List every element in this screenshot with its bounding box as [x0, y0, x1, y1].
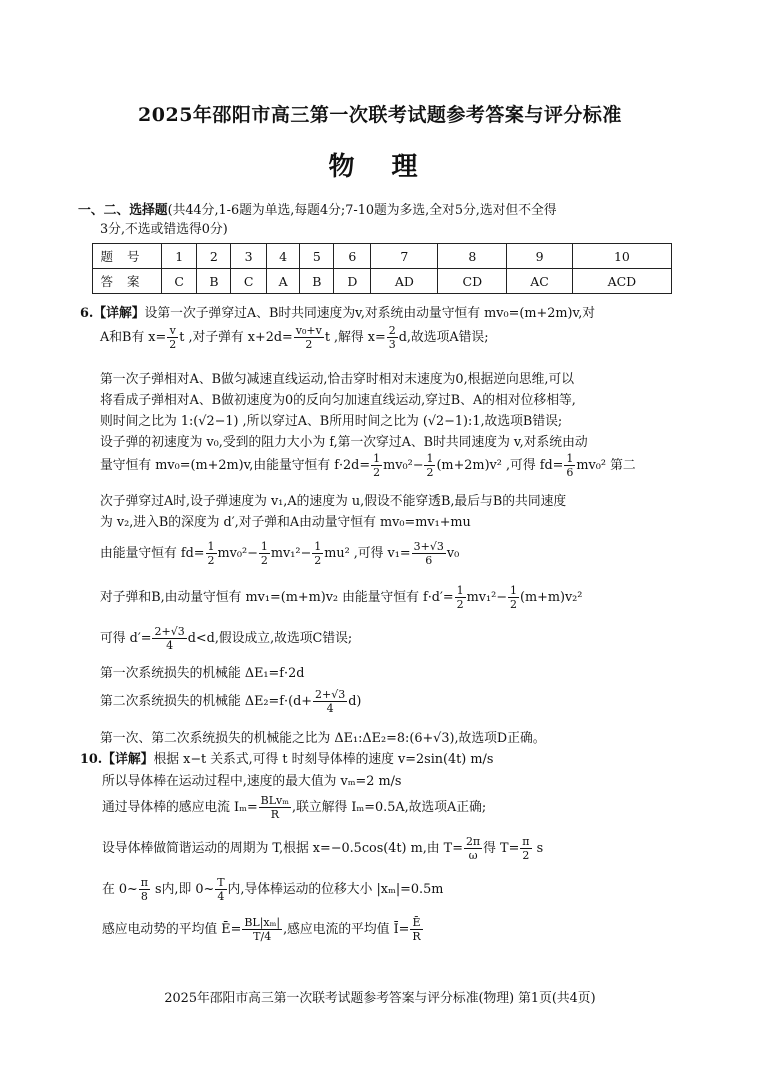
q6-text: 量守恒有 mv₀=(m+2m)v,由能量守恒有 f·2d= [100, 458, 371, 473]
fraction [410, 916, 422, 943]
fraction [167, 324, 178, 351]
fraction-denominator: 6 [566, 466, 574, 479]
fraction-denominator: 2 [314, 554, 322, 567]
table-cell-number: 6 [334, 244, 371, 269]
q6-text: mv₁²− [466, 590, 507, 605]
section-desc-line1: (共44分,1-6题为单选,每题4分;7-10题为多选,全对5分,选对但不全得 [167, 203, 557, 218]
q6-text: mv₀²− [217, 546, 258, 561]
q6-text: 第二次系统损失的机械能 ΔE₂=f·(d+ [100, 694, 312, 709]
q6-text: (m+m)v₂² [519, 590, 583, 605]
q6-line-9: 为 v₂,进入B的深度为 d′,对子弹和A由动量守恒有 mv₀=mv₁+mu [100, 515, 471, 530]
q6-text: d<d,假设成立,故选项C错误; [187, 631, 353, 646]
q10-text: 感应电动势的平均值 Ē= [102, 922, 242, 937]
fraction [464, 835, 482, 862]
fraction-denominator: 2 [305, 338, 313, 351]
fraction [312, 540, 323, 567]
subject-title: 物 理 [328, 152, 432, 182]
fraction-denominator: 2 [522, 849, 530, 862]
q10-line-3 [102, 794, 486, 821]
fraction-denominator: 4 [326, 702, 334, 715]
q10-text: ,感应电流的平均值 Ī= [283, 922, 410, 937]
fraction [508, 584, 519, 611]
fraction-numerator: Ē [410, 916, 422, 930]
fraction-numerator: BL|xₘ| [244, 916, 281, 929]
q10-line-5 [102, 876, 443, 903]
table-cell-answer: B [197, 269, 231, 294]
q6-text: t ,对子弹有 x+2d= [179, 330, 293, 345]
table-cell-number: 7 [371, 244, 438, 269]
q6-text: mv₁²− [270, 546, 312, 561]
table-cell-number: 9 [507, 244, 573, 269]
q6-text: mv₀²− [383, 458, 424, 473]
q6-line-3: 第一次子弹相对A、B做匀减速直线运动,恰击穿时相对末速度为0,根据逆向思维,可以 [100, 372, 575, 387]
fraction-denominator: R [412, 930, 421, 943]
fraction-denominator: ω [468, 849, 478, 862]
q10-text: ,联立解得 Iₘ=0.5A,故选项A正确; [292, 800, 487, 815]
table-cell-number: 10 [572, 244, 671, 269]
fraction-denominator: 6 [425, 554, 433, 567]
fraction-numerator: T [217, 876, 225, 889]
q10-text: 在 0~ [102, 882, 138, 897]
q6-line-4: 将看成子弹相对A、B做初速度为0的反向匀加速直线运动,穿过B、A的相对位移相等, [100, 393, 576, 408]
fraction-denominator: 4 [217, 890, 225, 903]
q6-line-2 [100, 324, 489, 351]
table-cell-answer: B [300, 269, 334, 294]
q6-text: v₀ [446, 546, 460, 561]
q6-line-14 [100, 688, 361, 715]
fraction [215, 876, 226, 903]
fraction [152, 625, 186, 652]
table-header-number: 题号 [93, 244, 162, 269]
q6-line-6: 设子弹的初速度为 v₀,受到的阻力大小为 f,第一次穿过A、B时共同速度为 v,对系统由动 [100, 435, 588, 450]
fraction-numerator: π [140, 876, 148, 889]
fraction-numerator: 2π [465, 835, 481, 848]
fraction-denominator: 4 [166, 639, 174, 652]
fraction [520, 835, 531, 862]
table-cell-answer: CD [438, 269, 507, 294]
q10-line-4 [102, 835, 543, 862]
fraction [387, 324, 398, 351]
fraction-numerator: 1 [509, 584, 517, 597]
fraction-denominator: 2 [207, 554, 215, 567]
table-cell-answer: D [334, 269, 371, 294]
fraction-numerator: v₀+v [295, 324, 322, 337]
q6-line-15: 第一次、第二次系统损失的机械能之比为 ΔE₁:ΔE₂=8:(6+√3),故选项D正确。 [100, 731, 546, 746]
fraction-numerator: 1 [207, 540, 215, 553]
table-cell-answer: AC [507, 269, 573, 294]
answer-table-number-row [93, 244, 672, 269]
answer-table-answer-row [93, 269, 672, 294]
table-cell-number: 1 [162, 244, 197, 269]
q6-line-7 [100, 452, 636, 479]
q10-text: 内,导体棒运动的位移大小 |xₘ|=0.5m [227, 882, 444, 897]
table-cell-answer: AD [371, 269, 438, 294]
fraction [139, 876, 150, 903]
table-cell-answer: A [266, 269, 300, 294]
fraction-numerator: π [522, 835, 530, 848]
q6-text: t ,解得 x= [324, 330, 386, 345]
fraction-numerator: 2+√3 [314, 688, 346, 701]
q6-line-13: 第一次系统损失的机械能 ΔE₁=f·2d [100, 666, 305, 681]
q6-text: 对子弹和B,由动量守恒有 mv₁=(m+m)v₂ 由能量守恒有 f·d′= [100, 590, 454, 605]
table-cell-number: 2 [197, 244, 231, 269]
fraction-numerator: 1 [426, 452, 434, 465]
q10-line-1 [80, 748, 493, 767]
section-label: 一、二、选择题 [78, 203, 168, 218]
fraction-numerator: 1 [260, 540, 268, 553]
fraction-denominator: 2 [169, 338, 177, 351]
q6-text: mu² ,可得 v₁= [324, 546, 411, 561]
q6-line-12 [100, 625, 352, 652]
q10-text: s内,即 0~ [150, 882, 215, 897]
fraction [371, 452, 382, 479]
q10-line-2: 所以导体棒在运动过程中,速度的最大值为 vₘ=2 m/s [102, 774, 402, 789]
table-cell-answer: C [162, 269, 197, 294]
fraction-denominator: R [270, 808, 279, 821]
fraction-numerator: 3+√3 [413, 540, 444, 553]
q6-text: 设第一次子弹穿过A、B时共同速度为v,对系统由动量守恒有 mv₀=(m+2m)v,对 [144, 306, 596, 321]
q6-text: d,故选项A错误; [398, 330, 489, 345]
table-cell-answer: ACD [572, 269, 671, 294]
q10-text: s [532, 841, 544, 856]
q6-line-8: 次子弹穿过A时,设子弹速度为 v₁,A的速度为 u,假设不能穿透B,最后与B的共同速度 [100, 494, 567, 509]
fraction [294, 324, 324, 351]
fraction-denominator: 8 [140, 890, 148, 903]
fraction [242, 916, 282, 943]
q6-text: 由能量守恒有 fd= [100, 546, 205, 561]
q6-text: (m+2m)v² ,可得 fd= [436, 458, 564, 473]
fraction-denominator: 2 [456, 598, 464, 611]
fraction-numerator: 1 [314, 540, 322, 553]
fraction [412, 540, 446, 567]
q6-line-5: 则时间之比为 1:(√2−1) ,所以穿过A、B所用时间之比为 (√2−1):1,故选项B错误; [100, 414, 563, 429]
fraction [564, 452, 575, 479]
table-cell-number: 4 [266, 244, 300, 269]
q10-text: 通过导体棒的感应电流 Iₘ= [102, 800, 258, 815]
answer-table [92, 243, 672, 294]
fraction-denominator: T/4 [253, 930, 272, 943]
section-choice-heading [78, 201, 690, 239]
fraction-numerator: 1 [566, 452, 574, 465]
fraction-denominator: 2 [260, 554, 268, 567]
q6-text: mv₀² 第二 [576, 458, 636, 473]
q6-line-1 [80, 302, 595, 321]
fraction [259, 540, 270, 567]
page-footer: 2025年邵阳市高三第一次联考试题参考答案与评分标准(物理) 第1页(共4页) [164, 991, 596, 1006]
q6-text: 可得 d′= [100, 631, 152, 646]
q6-text: d) [348, 694, 362, 709]
table-header-answer: 答案 [93, 269, 162, 294]
q10-text: 根据 x−t 关系式,可得 t 时刻导体棒的速度 v=2sin(4t) m/s [153, 752, 494, 767]
section-desc-line2: 3分,不选或错选得0分) [100, 222, 228, 237]
fraction [206, 540, 217, 567]
fraction-denominator: 3 [388, 338, 396, 351]
fraction [313, 688, 347, 715]
fraction-numerator: 2+√3 [154, 625, 185, 638]
fraction-numerator: 1 [373, 452, 381, 465]
fraction [259, 794, 291, 821]
table-cell-number: 8 [438, 244, 507, 269]
q10-line-6 [102, 916, 424, 943]
q10-text: 得 T= [483, 841, 520, 856]
table-cell-answer: C [231, 269, 266, 294]
table-cell-number: 5 [300, 244, 334, 269]
fraction-numerator: 1 [456, 584, 464, 597]
q6-tag: 6.【详解】 [80, 306, 145, 321]
fraction-denominator: 2 [373, 466, 381, 479]
q6-line-10 [100, 540, 459, 567]
q10-text: 设导体棒做简谐运动的周期为 T,根据 x=−0.5cos(4t) m,由 T= [102, 841, 463, 856]
q6-line-11 [100, 584, 582, 611]
fraction-numerator: v [167, 324, 178, 338]
fraction [455, 584, 466, 611]
fraction [424, 452, 435, 479]
page-title: 2025年邵阳市高三第一次联考试题参考答案与评分标准 [138, 104, 622, 126]
q10-tag: 10.【详解】 [80, 752, 154, 767]
fraction-numerator: 2 [388, 324, 396, 337]
fraction-denominator: 2 [426, 466, 434, 479]
q6-text: A和B有 x= [100, 330, 167, 345]
table-cell-number: 3 [231, 244, 266, 269]
fraction-denominator: 2 [509, 598, 517, 611]
fraction-numerator: BLvₘ [260, 794, 290, 807]
